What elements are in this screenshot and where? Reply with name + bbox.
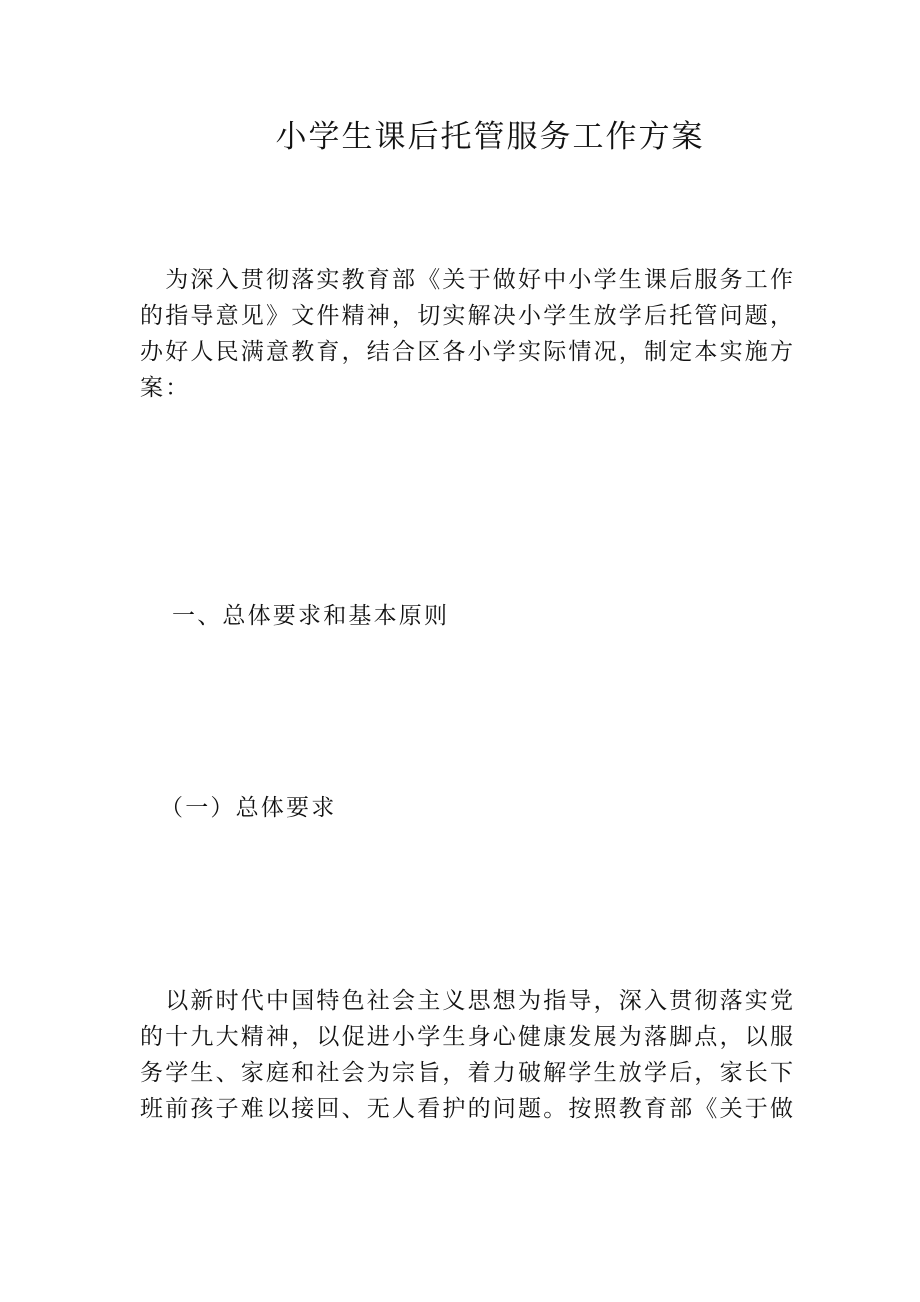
body-paragraph <box>140 983 796 1127</box>
body-line: 班前孩子难以接回、无人看护的问题。按照教育部《关于做 <box>140 1096 796 1122</box>
subsection-heading: （一）总体要求 <box>160 795 337 821</box>
body-line: 务学生、家庭和社会为宗旨，着力破解学生放学后，家长下 <box>140 1060 796 1086</box>
body-line: 以新时代中国特色社会主义思想为指导，深入贯彻落实党 <box>140 988 796 1014</box>
intro-line: 的指导意见》文件精神，切实解决小学生放学后托管问题， <box>140 303 796 329</box>
intro-line: 办好人民满意教育，结合区各小学实际情况，制定本实施方 <box>140 339 796 365</box>
intro-line: 为深入贯彻落实教育部《关于做好中小学生课后服务工作 <box>140 267 796 293</box>
intro-paragraph <box>140 262 796 406</box>
body-line: 的十九大精神，以促进小学生身心健康发展为落脚点，以服 <box>140 1024 796 1050</box>
section-heading: 一、总体要求和基本原则 <box>172 603 450 629</box>
intro-line: 案： <box>140 375 191 401</box>
document-title: 小学生课后托管服务工作方案 <box>275 119 705 155</box>
